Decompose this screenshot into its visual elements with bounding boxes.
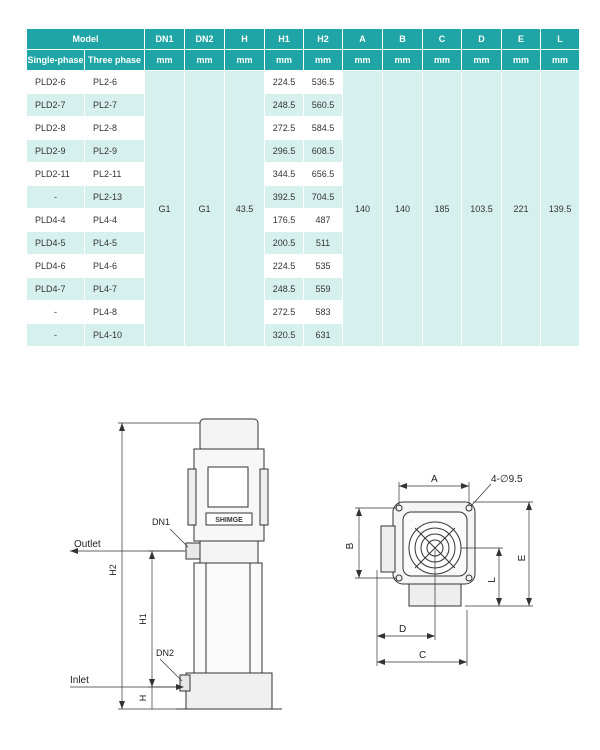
coupling — [200, 541, 258, 563]
cell-three-phase: PL2-11 — [85, 163, 145, 186]
h1-label: H1 — [138, 613, 148, 625]
cell-h2: 608.5 — [304, 140, 343, 163]
a-label: A — [431, 474, 438, 485]
cell-h2: 656.5 — [304, 163, 343, 186]
pump-head — [186, 543, 200, 559]
cell-h2: 583 — [304, 301, 343, 324]
terminal-box — [208, 467, 248, 507]
h2-label: H2 — [108, 564, 118, 576]
header-three-phase: Three phase — [85, 50, 145, 71]
cell-h1: 248.5 — [265, 278, 304, 301]
holes-label: 4-∅9.5 — [491, 474, 523, 485]
header-a: A — [343, 29, 383, 50]
cell-three-phase: PL2-9 — [85, 140, 145, 163]
cell-h1: 320.5 — [265, 324, 304, 347]
d-label: D — [399, 624, 407, 635]
cell-single-phase: PLD4-7 — [27, 278, 85, 301]
cell-h1: 200.5 — [265, 232, 304, 255]
header-d: D — [462, 29, 502, 50]
cell-d: 103.5 — [462, 71, 502, 347]
unit-e: mm — [502, 50, 541, 71]
cell-three-phase: PL2-13 — [85, 186, 145, 209]
cell-single-phase: PLD4-5 — [27, 232, 85, 255]
cell-single-phase: PLD2-8 — [27, 117, 85, 140]
cell-h1: 272.5 — [265, 117, 304, 140]
unit-a: mm — [343, 50, 383, 71]
spec-table — [26, 28, 580, 347]
header-c: C — [423, 29, 462, 50]
cell-h2: 704.5 — [304, 186, 343, 209]
cell-three-phase: PL4-10 — [85, 324, 145, 347]
unit-b: mm — [383, 50, 423, 71]
outlet-label: Outlet — [74, 539, 101, 550]
cell-h2: 535 — [304, 255, 343, 278]
header-h: H — [225, 29, 265, 50]
header-h2: H2 — [304, 29, 343, 50]
unit-dn2: mm — [185, 50, 225, 71]
e-label: E — [517, 554, 528, 562]
cell-h2: 559 — [304, 278, 343, 301]
l-label: L — [487, 577, 498, 583]
cell-h: 43.5 — [225, 71, 265, 347]
cell-e: 221 — [502, 71, 541, 347]
cell-h2: 536.5 — [304, 71, 343, 94]
cell-h2: 511 — [304, 232, 343, 255]
cell-dn2: G1 — [185, 71, 225, 347]
cell-single-phase: - — [27, 301, 85, 324]
cell-three-phase: PL2-7 — [85, 94, 145, 117]
cell-dn1: G1 — [145, 71, 185, 347]
header-dn1: DN1 — [145, 29, 185, 50]
header-h1: H1 — [265, 29, 304, 50]
pump-base — [186, 673, 272, 709]
cell-a: 140 — [343, 71, 383, 347]
unit-h: mm — [225, 50, 265, 71]
table-row — [27, 71, 580, 94]
header-b: B — [383, 29, 423, 50]
cell-three-phase: PL4-6 — [85, 255, 145, 278]
side-flange — [381, 526, 395, 572]
cell-l: 139.5 — [541, 71, 580, 347]
cell-single-phase: - — [27, 324, 85, 347]
cell-single-phase: PLD2-6 — [27, 71, 85, 94]
inlet-label: Inlet — [70, 675, 89, 686]
unit-l: mm — [541, 50, 580, 71]
unit-d: mm — [462, 50, 502, 71]
cell-h1: 224.5 — [265, 71, 304, 94]
cell-b: 140 — [383, 71, 423, 347]
b-label: B — [345, 542, 356, 550]
unit-h1: mm — [265, 50, 304, 71]
header-dn2: DN2 — [185, 29, 225, 50]
cell-c: 185 — [423, 71, 462, 347]
header-row-1 — [27, 29, 580, 50]
cell-h2: 487 — [304, 209, 343, 232]
cell-three-phase: PL4-4 — [85, 209, 145, 232]
cell-single-phase: PLD2-7 — [27, 94, 85, 117]
cell-single-phase: PLD2-9 — [27, 140, 85, 163]
cell-single-phase: PLD4-6 — [27, 255, 85, 278]
side-view-drawing — [60, 405, 300, 725]
unit-dn1: mm — [145, 50, 185, 71]
top-view-drawing — [335, 470, 560, 670]
cell-h1: 272.5 — [265, 301, 304, 324]
cell-three-phase: PL2-6 — [85, 71, 145, 94]
cell-single-phase: - — [27, 186, 85, 209]
nameplate-text: SHIMGE — [215, 517, 243, 524]
cell-h2: 631 — [304, 324, 343, 347]
cell-h1: 176.5 — [265, 209, 304, 232]
unit-h2: mm — [304, 50, 343, 71]
header-row-2 — [27, 50, 580, 71]
cell-three-phase: PL4-8 — [85, 301, 145, 324]
cell-single-phase: PLD4-4 — [27, 209, 85, 232]
cell-three-phase: PL2-8 — [85, 117, 145, 140]
cell-three-phase: PL4-5 — [85, 232, 145, 255]
cell-h1: 344.5 — [265, 163, 304, 186]
header-model: Model — [27, 29, 145, 50]
c-label: C — [419, 650, 427, 661]
cell-h1: 248.5 — [265, 94, 304, 117]
cell-h1: 224.5 — [265, 255, 304, 278]
header-single-phase: Single-phase — [27, 50, 85, 71]
header-e: E — [502, 29, 541, 50]
dn2-label: DN2 — [156, 648, 175, 658]
cell-three-phase: PL4-7 — [85, 278, 145, 301]
header-l: L — [541, 29, 580, 50]
cell-h2: 584.5 — [304, 117, 343, 140]
cell-h2: 560.5 — [304, 94, 343, 117]
cell-h1: 296.5 — [265, 140, 304, 163]
motor-top — [200, 419, 258, 451]
h-label: H — [138, 694, 148, 702]
cell-single-phase: PLD2-11 — [27, 163, 85, 186]
unit-c: mm — [423, 50, 462, 71]
cell-h1: 392.5 — [265, 186, 304, 209]
dn1-label: DN1 — [152, 517, 171, 527]
pump-column — [194, 563, 262, 673]
